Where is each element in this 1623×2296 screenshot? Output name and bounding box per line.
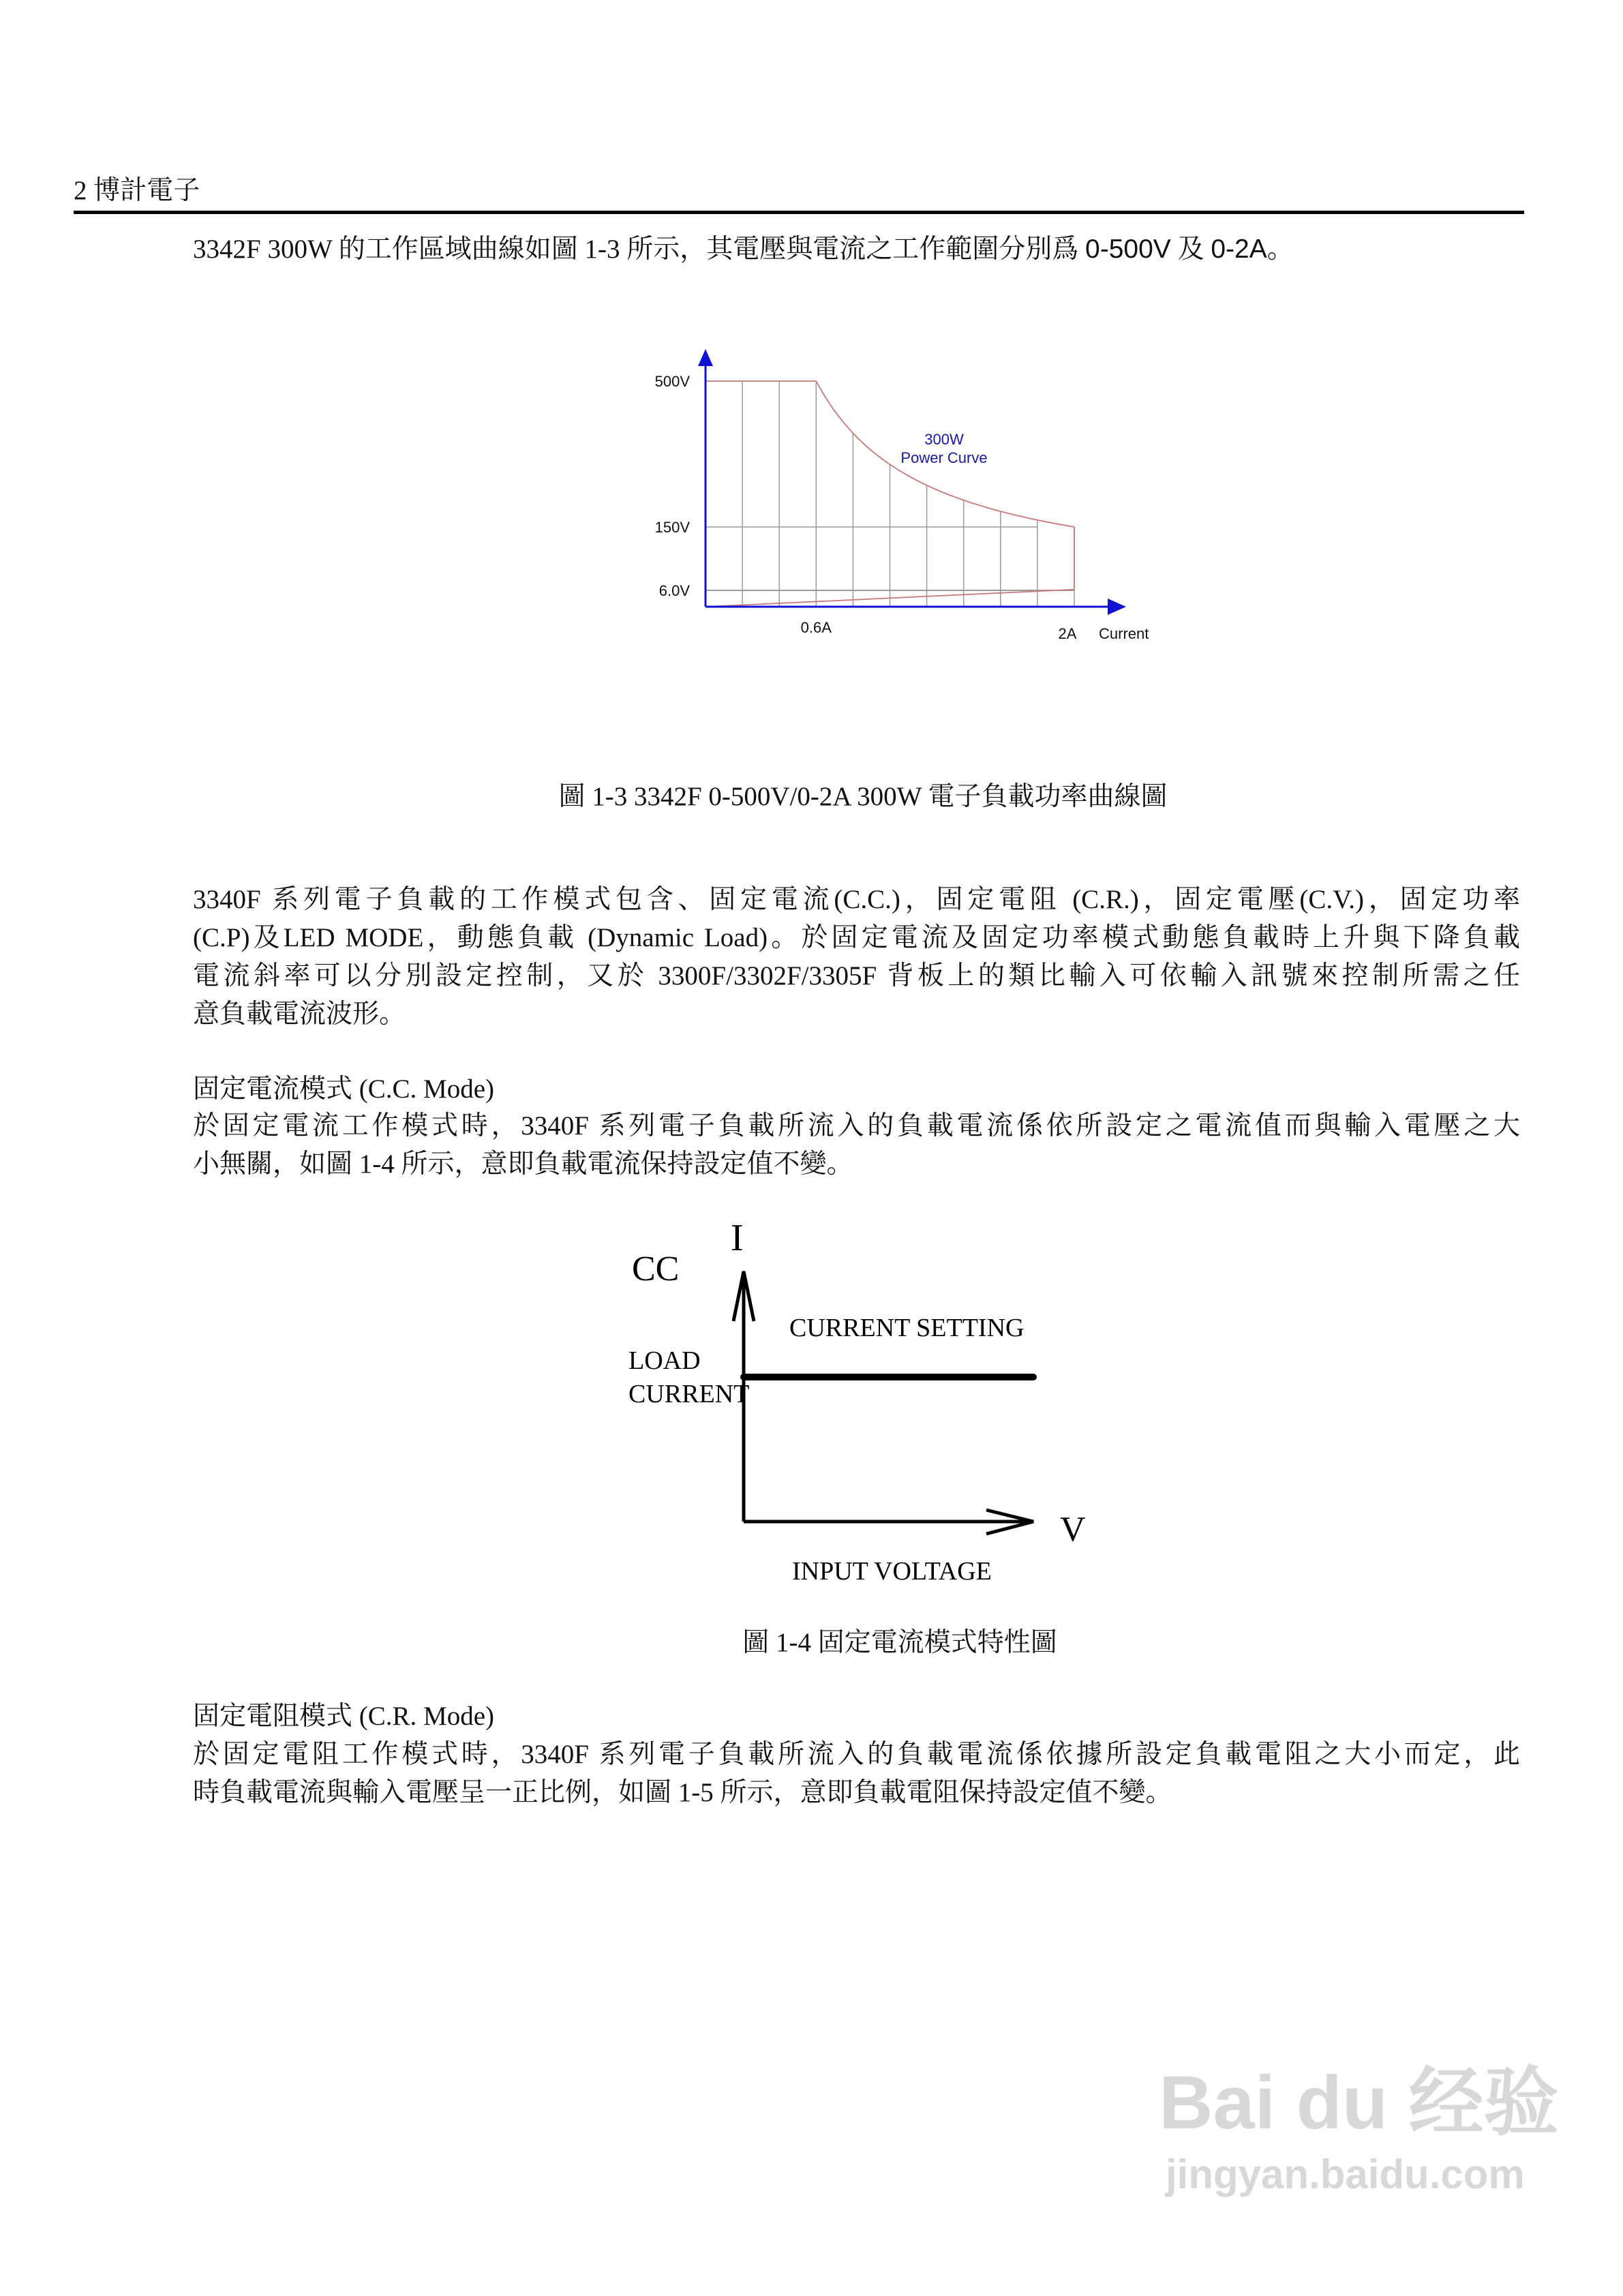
x-axis-arrow-icon xyxy=(1108,599,1126,615)
intro-end: 。 xyxy=(1266,235,1294,264)
paragraph-line: (C.P)及LED MODE，動態負載 (Dynamic Load)。於固定電流及固定功率模式動態負載時上升與下降負載 xyxy=(193,923,1520,952)
watermark-brand: Bai du 经验 xyxy=(1159,2061,1559,2145)
input-voltage-label: INPUT VOLTAGE xyxy=(792,1557,992,1586)
watermark-url: jingyan.baidu.com xyxy=(1166,2151,1525,2197)
cr-heading: 固定電阻模式 (C.R. Mode) xyxy=(193,1702,494,1731)
cc-characteristic-diagram xyxy=(613,1213,1125,1595)
x-axis-label: Current xyxy=(1099,625,1149,642)
figure-1-3-caption: 圖 1-3 3342F 0-500V/0-2A 300W 電子負載功率曲線圖 xyxy=(558,782,1168,811)
y-tick-label: 500V xyxy=(654,373,690,390)
intro-text: 3342F 300W 的工作區域曲線如圖 1-3 所示，其電壓與電流之工作範圍分別爲 xyxy=(193,235,1079,264)
y-tick-label: 6.0V xyxy=(658,582,690,599)
paragraph-line: 3340F 系列電子負載的工作模式包含、固定電流(C.C.)，固定電阻 (C.R.)，固定電壓(C.V.)，固定功率 xyxy=(193,885,1520,914)
baidu-watermark xyxy=(1159,2059,1559,2202)
load-label: LOAD xyxy=(628,1346,701,1375)
cc-mode-label: CC xyxy=(632,1250,680,1288)
x-tick-label: 0.6A xyxy=(800,619,832,636)
annotation-300w: 300W xyxy=(924,431,964,448)
paragraph-line: 小無關，如圖 1-4 所示，意即負載電流保持設定值不變。 xyxy=(193,1149,853,1179)
company-name: 博計電子 xyxy=(93,176,200,205)
paragraph-line: 電流斜率可以分別設定控制，又於 3300F/3302F/3305F 背板上的類比輸入可依輸入訊號來控制所需之任 xyxy=(193,961,1520,991)
current-range: 0-2A xyxy=(1211,235,1267,264)
x-tick-label: 2A xyxy=(1058,625,1077,642)
intro-conj: 及 xyxy=(1177,235,1204,264)
paragraph-line: 時負載電流與輸入電壓呈一正比例，如圖 1-5 所示，意即負載電阻保持設定值不變。 xyxy=(193,1778,1172,1807)
page-number: 2 xyxy=(74,176,87,205)
paragraph-line: 於固定電流工作模式時，3340F 系列電子負載所流入的負載電流係依所設定之電流值而與輸入電壓之大 xyxy=(193,1111,1520,1141)
annotation-power-curve: Power Curve xyxy=(900,449,988,466)
current-setting-label: CURRENT SETTING xyxy=(789,1314,1025,1342)
paragraph-line: 意負載電流波形。 xyxy=(193,999,406,1029)
current-label: CURRENT xyxy=(628,1380,750,1408)
voltage-range: 0-500V xyxy=(1085,235,1171,264)
x-axis-label: V xyxy=(1060,1510,1086,1549)
y-axis-arrow-icon xyxy=(698,349,713,366)
y-tick-label: 150V xyxy=(654,519,690,536)
power-curve-chart xyxy=(0,0,1623,682)
cc-heading: 固定電流模式 (C.C. Mode) xyxy=(193,1074,494,1104)
y-axis-label: I xyxy=(731,1217,744,1259)
figure-1-4-caption: 圖 1-4 固定電流模式特性圖 xyxy=(742,1628,1057,1657)
paragraph-line: 於固定電阻工作模式時，3340F 系列電子負載所流入的負載電流係依據所設定負載電阻之大小而定，此 xyxy=(193,1740,1520,1769)
